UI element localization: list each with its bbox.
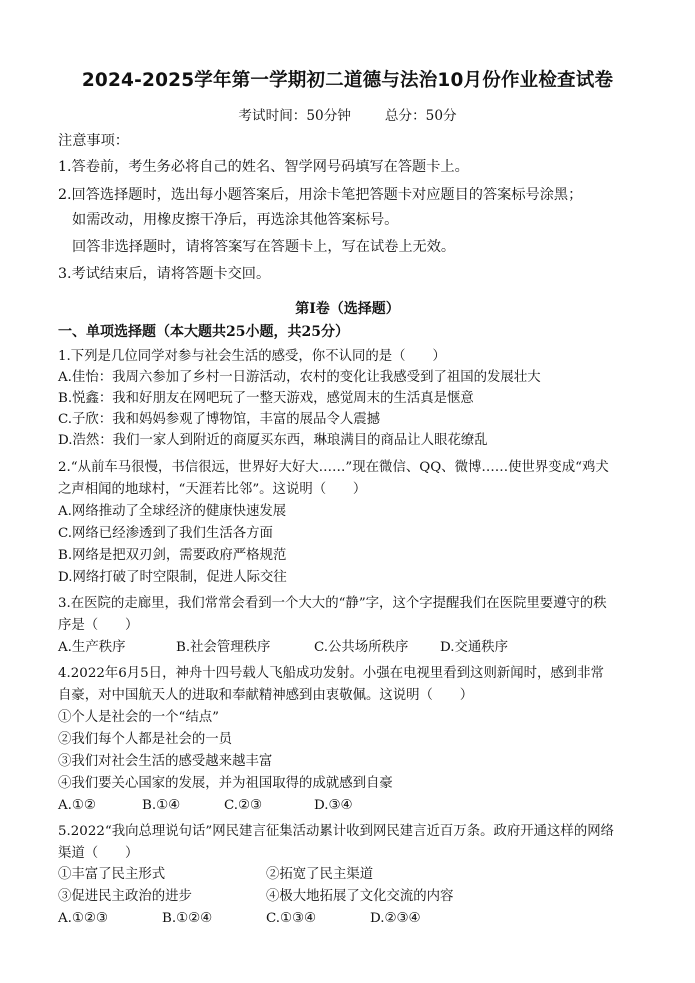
- question-stem: 渠道（ ）: [58, 846, 139, 861]
- answer-option: C.子欣：我和妈妈参观了博物馆，丰富的展品令人震撼: [58, 412, 381, 427]
- statement: ③我们对社会生活的感受越来越丰富: [58, 754, 273, 769]
- statement: ④我们要关心国家的发展，并为祖国取得的成就感到自豪: [58, 776, 393, 791]
- part-heading: 一、单项选择题（本大题共25小题，共25分）: [58, 324, 349, 340]
- answer-option: A.①②: [58, 798, 96, 813]
- statement: ②拓宽了民主渠道: [266, 867, 374, 882]
- question-stem: 自豪，对中国航天人的进取和奉献精神感到由衷敬佩。这说明（ ）: [58, 688, 474, 703]
- answer-option: B.悦鑫：我和好朋友在网吧玩了一整天游戏，感觉周末的生活真是惬意: [58, 391, 474, 406]
- question-stem: 4.2022年6月5日，神舟十四号载人飞船成功发射。小强在电视里看到这则新闻时，感到非常: [58, 666, 604, 681]
- statement: ②我们每个人都是社会的一员: [58, 732, 233, 747]
- answer-option: A.佳怡：我周六参加了乡村一日游活动，农村的变化让我感受到了祖国的发展壮大: [58, 370, 541, 385]
- statement: ①个人是社会的一个“结点”: [58, 710, 219, 725]
- total-score: 总分：50分: [384, 108, 457, 124]
- answer-option: D.网络打破了时空限制，促进人际交往: [58, 570, 287, 585]
- answer-option: B.网络是把双刃剑，需要政府严格规范: [58, 548, 287, 563]
- answer-option: B.社会管理秩序: [176, 640, 271, 655]
- answer-option: B.①④: [142, 798, 181, 813]
- notes-heading: 注意事项：: [58, 133, 129, 149]
- note-item: 1.答卷前，考生务必将自己的姓名、智学网号码填写在答题卡上。: [58, 159, 469, 175]
- question-stem: 5.2022“我向总理说句话”网民建言征集活动累计收到网民建言近百万条。政府开通这样的网络: [58, 824, 614, 839]
- answer-option: C.①③④: [266, 911, 317, 926]
- statement: ③促进民主政治的进步: [58, 889, 192, 904]
- note-item: 回答非选择题时，请将答案写在答题卡上，写在试卷上无效。: [72, 239, 456, 255]
- question-stem: 序是（ ）: [58, 618, 139, 633]
- statement: ①丰富了民主形式: [58, 867, 166, 882]
- answer-option: C.网络已经渗透到了我们生活各方面: [58, 526, 273, 541]
- answer-option: D.交通秩序: [440, 640, 509, 655]
- answer-option: D.浩然：我们一家人到附近的商厦买东西，琳琅满目的商品让人眼花缭乱: [58, 433, 488, 448]
- section-title: 第Ⅰ卷（选择题）: [295, 301, 400, 317]
- note-item: 如需改动，用橡皮擦干净后，再选涂其他答案标号。: [72, 212, 399, 228]
- note-item: 3.考试结束后，请将答题卡交回。: [58, 266, 271, 282]
- question-stem: 1.下列是几位同学对参与社会生活的感受，你不认同的是（ ）: [58, 349, 446, 364]
- question-stem: 3.在医院的走廊里，我们常常会看到一个大大的“静”字，这个字提醒我们在医院里要遵守的秩: [58, 596, 607, 611]
- exam-time: 考试时间：50分钟: [238, 108, 351, 124]
- answer-option: C.②③: [224, 798, 263, 813]
- answer-option: A.生产秩序: [58, 640, 126, 655]
- answer-option: B.①②④: [162, 911, 213, 926]
- answer-option: A.①②③: [58, 911, 108, 926]
- answer-option: D.②③④: [370, 911, 421, 926]
- exam-title: 2024-2025学年第一学期初二道德与法治10月份作业检查试卷: [81, 70, 614, 91]
- statement: ④极大地拓展了文化交流的内容: [266, 889, 454, 904]
- answer-option: D.③④: [314, 798, 353, 813]
- answer-option: C.公共场所秩序: [314, 640, 409, 655]
- note-item: 2.回答选择题时，选出每小题答案后，用涂卡笔把答题卡对应题目的答案标号涂黑；: [58, 187, 583, 203]
- exam-info: [0, 104, 695, 124]
- answer-option: A.网络推动了全球经济的健康快速发展: [58, 504, 287, 519]
- question-stem: 2.“从前车马很慢，书信很远，世界好大好大……”现在微信、QQ、微博……使世界变成“鸡犬: [58, 460, 609, 475]
- question-stem: 之声相闻的地球村，“天涯若比邻”。这说明（ ）: [58, 482, 367, 497]
